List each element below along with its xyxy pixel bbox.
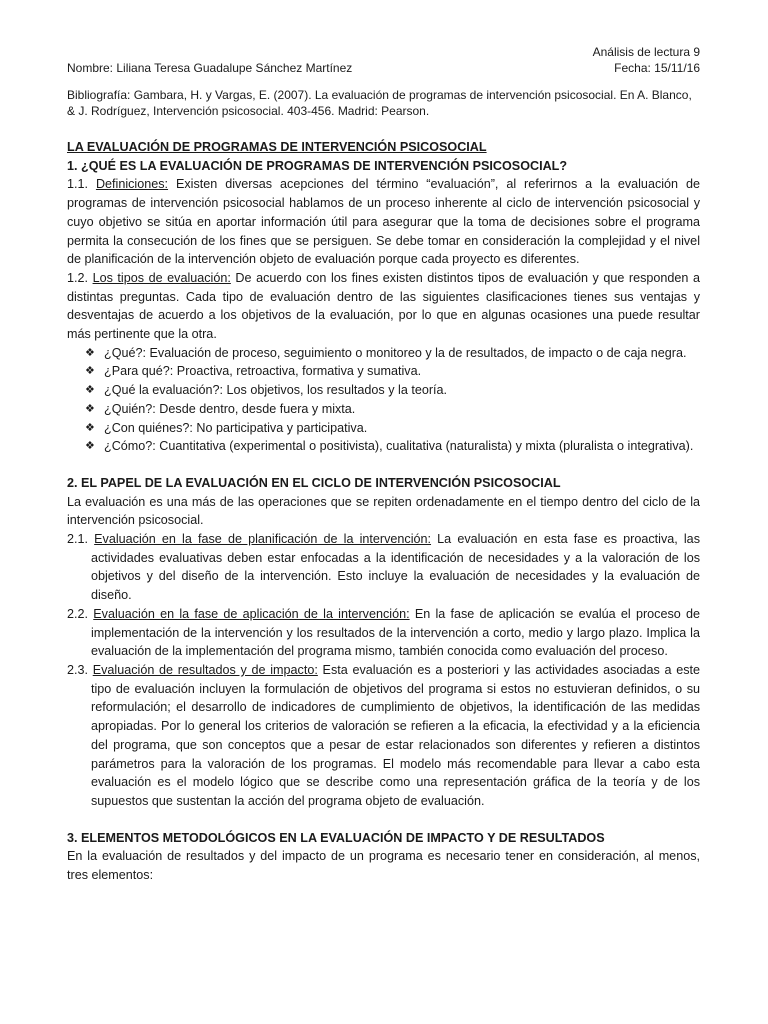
diamond-bullet-icon: ❖ <box>85 346 95 359</box>
list-item-text: ¿Qué?: Evaluación de proceso, seguimiento o monitoreo y la de resultados, de impacto o de caja negra. <box>104 345 687 360</box>
list-item-text: ¿Cómo?: Cuantitativa (experimental o positivista), cualitativa (naturalista) y mixta (pluralista o integrativa). <box>104 439 694 454</box>
spacer <box>67 811 700 829</box>
subsection-label: Evaluación de resultados y de impacto: <box>92 662 318 677</box>
list-item <box>67 400 700 419</box>
subsection-2-1 <box>67 530 700 605</box>
section-2-heading: 2. EL PAPEL DE LA EVALUACIÓN EN EL CICLO DE INTERVENCIÓN PSICOSOCIAL <box>67 475 561 490</box>
subsection-text: En la fase de aplicación se evalúa el proceso de implementación de la intervención y los resultados de la intervención a corto, medio y largo plazo. Implica la evaluación de la implementación del programa mismo, también conocida como evaluación del proceso. <box>91 606 700 659</box>
list-item <box>67 419 700 438</box>
header-row <box>67 60 700 76</box>
paragraph-1-1-text: Existen diversas acepciones del término “evaluación”, al referirnos a la evaluación de programas de intervención psicosocial hablamos de un proceso inherente al ciclo de intervención psicosocial y cuyo objetivo se sitúa en aportar información útil para asegurar que la toma de decisiones sobre el programa permita la consecución de los fines que se persiguen. Se debe tomar en consideración la complejidad y el nivel de planificación de la intervención objeto de evaluación porque cada proyecto es diferentes. <box>67 177 700 267</box>
subsection-label: Evaluación en la fase de planificación de la intervención: <box>94 532 432 547</box>
diamond-bullet-icon: ❖ <box>85 440 95 453</box>
date: Fecha: 15/11/16 <box>614 61 700 75</box>
paragraph-1-2-text: De acuerdo con los fines existen distintos tipos de evaluación y que responden a distintas preguntas. Cada tipo de evaluación dentro de las siguientes clasificaciones tienes sus ventajas y desventajas de acuerdo a los objetivos de la evaluación, por lo que en algunas ocasiones una puede resultar más pertinente que la otra. <box>67 270 700 342</box>
subsection-2-3 <box>67 661 700 811</box>
list-item <box>67 437 700 456</box>
list-item-text: ¿Qué la evaluación?: Los objetivos, los resultados y la teoría. <box>104 383 448 398</box>
section-3-heading: 3. ELEMENTOS METODOLÓGICOS EN LA EVALUACIÓN DE IMPACTO Y DE RESULTADOS <box>67 830 605 845</box>
section-3-intro: En la evaluación de resultados y del impacto de un programa es necesario tener en consideración, al menos, tres elementos: <box>67 849 700 883</box>
list-item-text: ¿Para qué?: Proactiva, retroactiva, formativa y sumativa. <box>104 364 422 379</box>
list-item <box>67 344 700 363</box>
paragraph-1-2-label: Los tipos de evaluación: <box>92 270 231 285</box>
document-type: Análisis de lectura 9 <box>592 45 700 59</box>
diamond-bullet-icon: ❖ <box>85 421 95 434</box>
document-page <box>67 44 700 885</box>
paragraph-1-2-number: 1.2. <box>67 270 93 285</box>
section-2-list <box>67 530 700 811</box>
spacer <box>67 456 700 474</box>
paragraph-1-1-number: 1.1. <box>67 177 96 192</box>
document-title: LA EVALUACIÓN DE PROGRAMAS DE INTERVENCIÓN PSICOSOCIAL <box>67 140 487 154</box>
diamond-bullet-icon: ❖ <box>85 365 95 378</box>
subsection-number: 2.1. <box>67 532 95 547</box>
subsection-number: 2.2. <box>67 606 94 621</box>
subsection-text: Esta evaluación es a posteriori y las actividades asociadas a este tipo de evaluación incluyen la formulación de objetivos del programa si estos no estuvieran definidos, o su reformulación; el desarrollo de indicadores de cumplimiento de objetivos, la identificación de las medidas apropiadas. Por lo general los criterios de valoración se refieren a la eficacia, la efectividad y a la eficiencia del programa, que son conceptos que a pesar de estar relacionados son diferentes y refieren a distintos parámetros para la valoración de los programas. El modelo más recomendable para llevar a cabo esta evaluación es el modelo lógico que se describe como una representación gráfica de la teoría y de los supuestos que sustentan la acción del programa objeto de evaluación. <box>91 662 701 808</box>
paragraph-1-1-label: Definiciones: <box>95 177 169 192</box>
paragraph-1-1 <box>67 175 700 269</box>
bibliography: Bibliografía: Gambara, H. y Vargas, E. (2007). La evaluación de programas de intervención psicosocial. En A. Blanco, & J. Rodríguez, Intervención psicosocial. 403-456. Madrid: Pearson. <box>67 88 692 118</box>
subsection-label: Evaluación en la fase de aplicación de la intervención: <box>93 606 410 621</box>
paragraph-1-2 <box>67 269 700 344</box>
subsection-text: La evaluación en esta fase es proactiva, las actividades evaluativas deben estar enfocadas a la identificación de necesidades y a la valoración de los objetivos y del diseño de la intervención. Esto incluye la evaluación de necesidades y la evaluación de diseño. <box>91 532 700 603</box>
evaluation-types-list <box>67 344 700 456</box>
list-item <box>67 381 700 400</box>
subsection-number: 2.3. <box>67 662 93 677</box>
list-item-text: ¿Quién?: Desde dentro, desde fuera y mixta. <box>104 401 356 416</box>
list-item-text: ¿Con quiénes?: No participativa y participativa. <box>104 420 368 435</box>
section-2-intro: La evaluación es una más de las operaciones que se repiten ordenadamente en el tiempo dentro del ciclo de la intervención psicosocial. <box>67 494 700 528</box>
list-item <box>67 362 700 381</box>
diamond-bullet-icon: ❖ <box>85 384 95 397</box>
section-1-heading: 1. ¿QUÉ ES LA EVALUACIÓN DE PROGRAMAS DE INTERVENCIÓN PSICOSOCIAL? <box>67 158 568 173</box>
subsection-2-2 <box>67 605 700 661</box>
diamond-bullet-icon: ❖ <box>85 402 95 415</box>
author-name: Nombre: Liliana Teresa Guadalupe Sánchez Martínez <box>67 61 353 75</box>
